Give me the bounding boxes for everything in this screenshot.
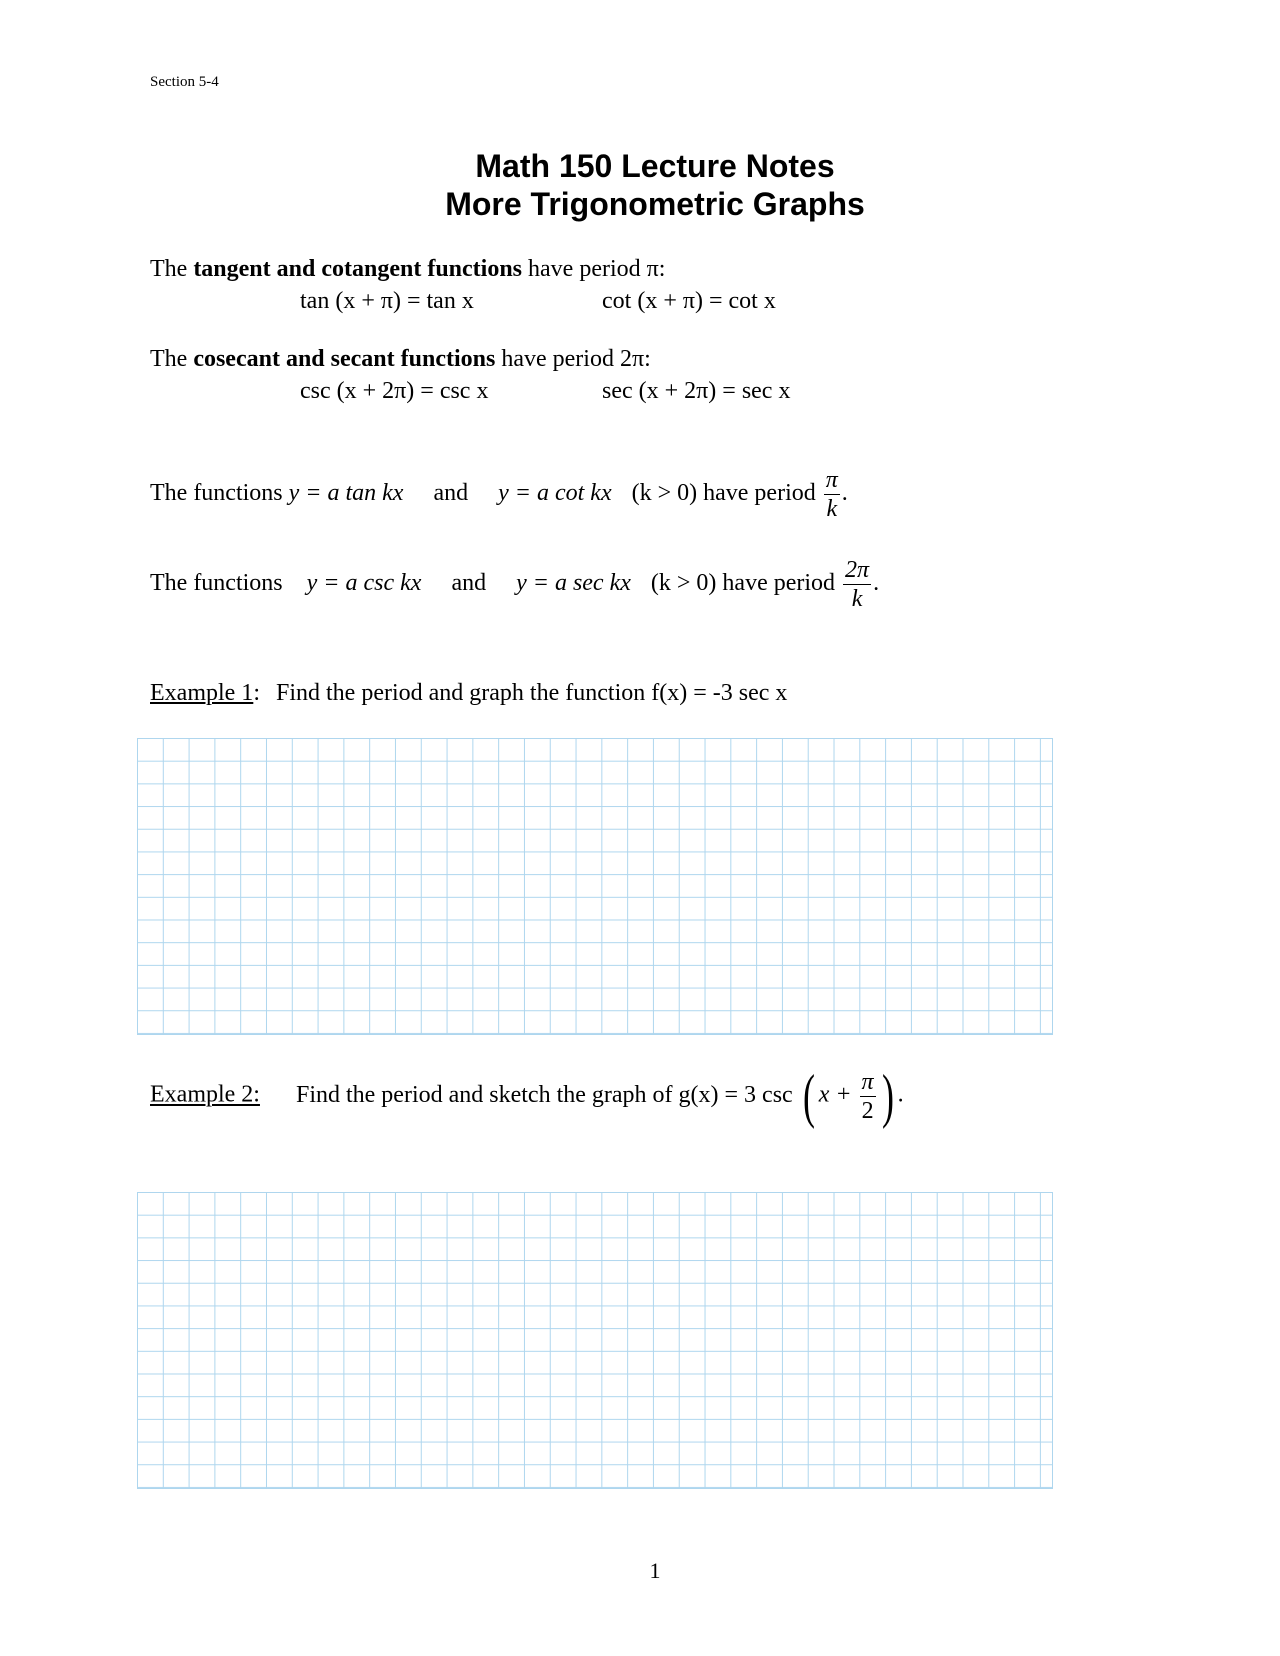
period-tan-condition: (k > 0) have period xyxy=(631,480,816,507)
period-tan-func1: y = a tan kx xyxy=(288,480,404,507)
example-2-prompt xyxy=(150,1063,904,1129)
tan-cot-intro-post: have period π: xyxy=(522,256,666,282)
csc-sec-intro-pre: The xyxy=(150,346,194,372)
example-1-prompt xyxy=(150,680,787,707)
example-2-fraction xyxy=(860,1068,876,1125)
csc-sec-intro xyxy=(150,346,651,373)
period-sec-end: . xyxy=(873,570,880,597)
csc-sec-intro-post: have period 2π: xyxy=(495,346,651,372)
example-2-end: . xyxy=(897,1081,904,1108)
csc-sec-period-statement xyxy=(150,556,879,613)
period-tan-numerator: π xyxy=(825,467,838,493)
tan-cot-intro-pre: The xyxy=(150,256,194,282)
tan-identity: tan (x + π) = tan x xyxy=(300,288,474,314)
example-2-close-paren: ) xyxy=(881,1063,894,1129)
page-number: 1 xyxy=(649,1558,661,1583)
section-label: Section 5-4 xyxy=(150,74,219,90)
period-sec-fraction xyxy=(843,556,871,613)
period-tan-and: and xyxy=(433,480,469,507)
period-tan-end: . xyxy=(841,480,848,507)
example-1-text: Find the period and graph the function f(x) = -3 sec x xyxy=(275,680,788,706)
example-2-graph-grid[interactable] xyxy=(137,1192,1053,1489)
example-2-open-paren: ( xyxy=(802,1063,815,1129)
period-tan-denominator: k xyxy=(826,496,838,522)
example-2-numerator: π xyxy=(861,1068,874,1095)
tan-cot-intro xyxy=(150,256,665,283)
period-tan-prefix: The functions xyxy=(150,480,283,507)
example-1-graph-grid[interactable] xyxy=(137,738,1053,1035)
example-2-label: Example 2: xyxy=(150,1081,260,1108)
period-sec-func1: y = a csc kx xyxy=(306,570,422,597)
page-subtitle: More Trigonometric Graphs xyxy=(445,186,865,222)
period-sec-denominator: k xyxy=(851,586,863,612)
period-sec-numerator: 2π xyxy=(845,557,870,583)
example-1-label: Example 1 xyxy=(150,680,254,706)
example-2-inner: x + xyxy=(818,1081,852,1108)
example-2-denominator: 2 xyxy=(861,1097,874,1124)
csc-identity: csc (x + 2π) = csc x xyxy=(300,378,489,404)
page-title: Math 150 Lecture Notes xyxy=(475,148,835,184)
period-sec-condition: (k > 0) have period xyxy=(650,570,836,597)
period-tan-fraction xyxy=(824,466,840,523)
period-tan-func2: y = a cot kx xyxy=(498,480,612,507)
tan-cot-intro-bold: tangent and cotangent functions xyxy=(193,256,523,282)
period-sec-func2: y = a sec kx xyxy=(516,570,631,597)
sec-identity: sec (x + 2π) = sec x xyxy=(602,378,791,404)
csc-sec-intro-bold: cosecant and secant functions xyxy=(193,346,496,372)
tan-cot-period-statement xyxy=(150,466,848,523)
example-2-text: Find the period and sketch the graph of g(x) = 3 csc xyxy=(295,1081,793,1108)
cot-identity: cot (x + π) = cot x xyxy=(602,288,776,314)
example-1-colon: : xyxy=(253,680,260,706)
period-sec-prefix: The functions xyxy=(150,570,283,597)
period-sec-and: and xyxy=(451,570,487,597)
